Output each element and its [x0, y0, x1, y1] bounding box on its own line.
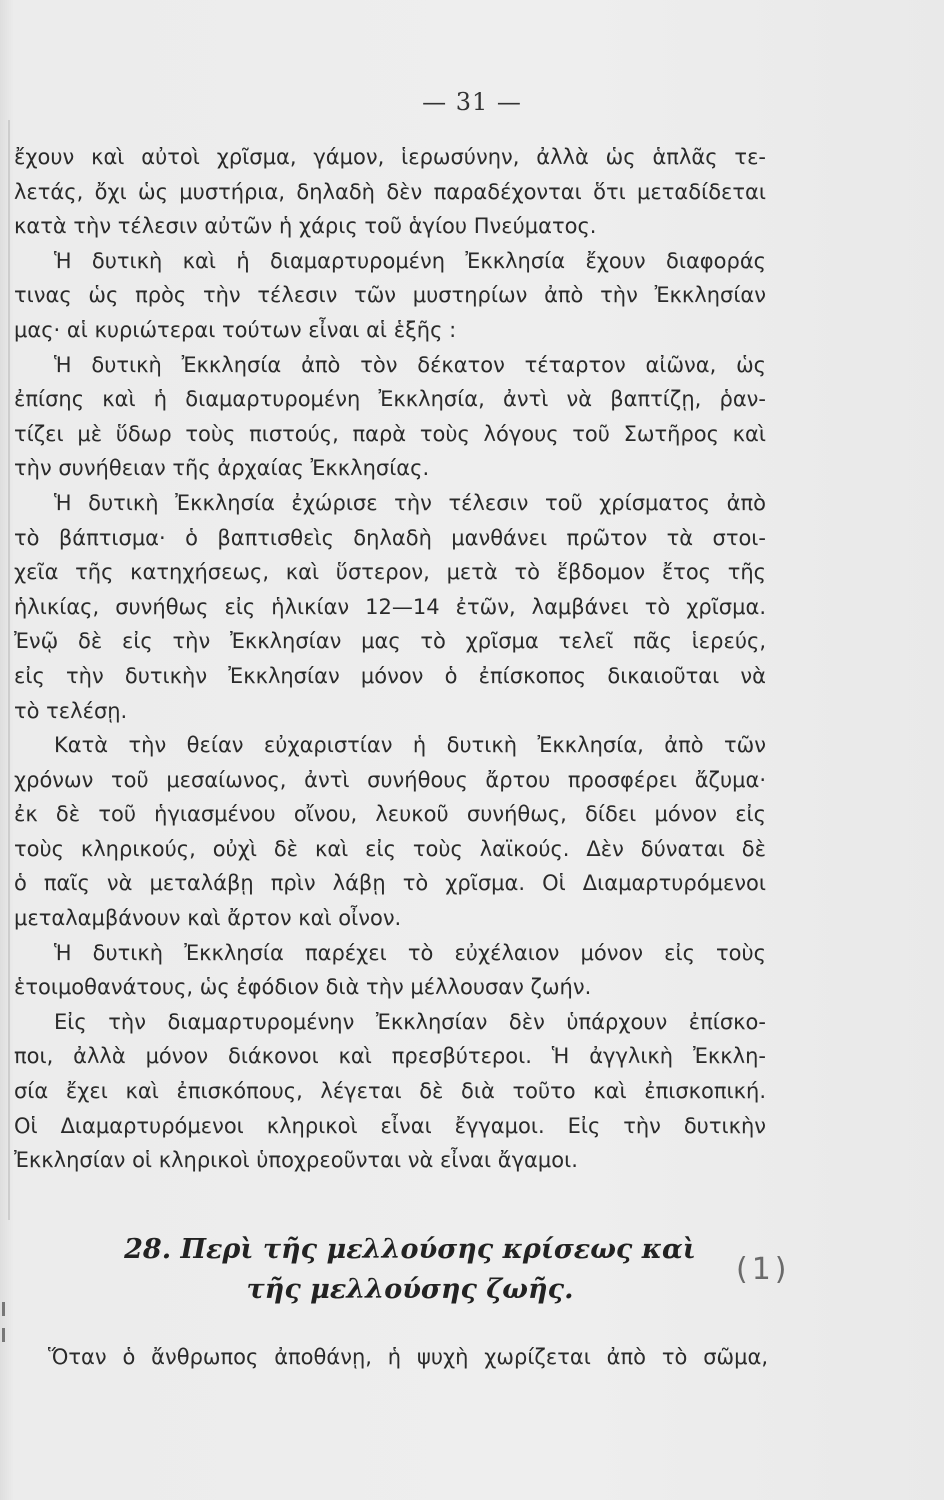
text-line: τὸ βάπτισμα· ὁ βαπτισθεὶς δηλαδὴ μανθάνει πρῶτον τὰ στοι-	[14, 525, 766, 550]
binding-gutter	[8, 120, 10, 1220]
text-line: Εἰς τὴν διαμαρτυρομένην Ἐκκλησίαν δὲν ὑπάρχουν ἐπίσκο-	[54, 1009, 766, 1034]
text-line: Ἡ δυτικὴ Ἐκκλησία ἐχώρισε τὴν τέλεσιν τοῦ χρίσματος ἀπὸ	[54, 490, 766, 515]
text-line: χεῖα τῆς κατηχήσεως, καὶ ὕστερον, μετὰ τὸ ἕβδομον ἔτος τῆς	[14, 560, 766, 585]
text-line: ὁ παῖς νὰ μεταλάβῃ πρὶν λάβῃ τὸ χρῖσμα. Οἱ Διαμαρτυρόμενοι	[14, 871, 766, 896]
section-first-line: Ὅταν ὁ ἄνθρωπος ἀποθάνῃ, ἡ ψυχὴ χωρίζεται ἀπὸ τὸ σῶμα,	[48, 1345, 768, 1369]
text-line: ποι, ἀλλὰ μόνον διάκονοι καὶ πρεσβύτεροι. Ἡ ἀγγλικὴ Ἐκκλη-	[14, 1044, 766, 1069]
text-line: Κατὰ τὴν θείαν εὐχαριστίαν ἡ δυτικὴ Ἐκκλησία, ἀπὸ τῶν	[54, 733, 766, 758]
text-line: λετάς, ὄχι ὡς μυστήρια, δηλαδὴ δὲν παραδέχονται ὅτι μεταδίδεται	[14, 179, 766, 204]
text-line: ἑτοιμοθανάτους, ὡς ἐφόδιον διὰ τὴν μέλλουσαν ζωήν.	[14, 975, 592, 1000]
text-line: Ἐνῷ δὲ εἰς τὴν Ἐκκλησίαν μας τὸ χρῖσμα τελεῖ πᾶς ἱερεύς,	[14, 629, 766, 654]
section-heading	[0, 1230, 820, 1310]
text-line: Ἡ δυτικὴ καὶ ἡ διαμαρτυρομένη Ἐκκλησία ἔχουν διαφοράς	[54, 248, 766, 273]
margin-footnote-mark: (1)	[736, 1252, 791, 1287]
text-line: ἔχουν καὶ αὐτοὶ χρῖσμα, γάμον, ἱερωσύνην, ἀλλὰ ὡς ἁπλᾶς τε-	[14, 145, 766, 169]
text-line: τοὺς κληρικούς, οὐχὶ δὲ καὶ εἰς τοὺς λαϊκούς. Δὲν δύναται δὲ	[14, 836, 766, 861]
page-number: — 31 —	[422, 88, 522, 116]
text-line: ἐκ δὲ τοῦ ἡγιασμένου οἴνου, λευκοῦ συνήθως, δίδει μόνον εἰς	[14, 802, 766, 827]
page-edge-marks	[0, 1290, 8, 1380]
text-line: ἡλικίας, συνήθως εἰς ἡλικίαν 12—14 ἐτῶν, λαμβάνει τὸ χρῖσμα.	[14, 594, 766, 619]
text-line: Ἡ δυτικὴ Ἐκκλησία ἀπὸ τὸν δέκατον τέταρτον αἰῶνα, ὡς	[54, 352, 766, 377]
text-line: τὸ τελέσῃ.	[14, 698, 128, 723]
text-line: εἰς τὴν δυτικὴν Ἐκκλησίαν μόνον ὁ ἐπίσκοπος δικαιοῦται νὰ	[14, 663, 766, 688]
text-line: τίζει μὲ ὕδωρ τοὺς πιστούς, παρὰ τοὺς λόγους τοῦ Σωτῆρος καὶ	[14, 421, 766, 446]
text-line: μεταλαμβάνουν καὶ ἄρτον καὶ οἶνον.	[14, 906, 402, 931]
text-line: ἐπίσης καὶ ἡ διαμαρτυρομένη Ἐκκλησία, ἀντὶ νὰ βαπτίζῃ, ῥαν-	[14, 387, 766, 412]
text-line: σία ἔχει καὶ ἐπισκόπους, λέγεται δὲ διὰ τοῦτο καὶ ἐπισκοπική.	[14, 1079, 766, 1104]
text-line: Ἡ δυτικὴ Ἐκκλησία παρέχει τὸ εὐχέλαιον μόνον εἰς τοὺς	[54, 940, 766, 965]
text-line: κατὰ τὴν τέλεσιν αὐτῶν ἡ χάρις τοῦ ἁγίου Πνεύματος.	[14, 214, 597, 239]
section-heading-line-2: τῆς μελλούσης ζωῆς.	[246, 1274, 574, 1305]
section-heading-line-1: 28. Περὶ τῆς μελλούσης κρίσεως καὶ	[124, 1234, 696, 1265]
text-line: τὴν συνήθειαν τῆς ἀρχαίας Ἐκκλησίας.	[14, 456, 430, 481]
edge-mark	[2, 1328, 5, 1342]
text-line: μας· αἱ κυριώτεραι τούτων εἶναι αἱ ἑξῆς :	[14, 317, 457, 342]
edge-mark	[2, 1302, 5, 1316]
text-line: χρόνων τοῦ μεσαίωνος, ἀντὶ συνήθους ἄρτου προσφέρει ἄζυμα·	[14, 767, 766, 792]
text-line: Ἐκκλησίαν οἱ κληρικοὶ ὑποχρεοῦνται νὰ εἶναι ἄγαμοι.	[14, 1148, 578, 1173]
body-text	[14, 140, 766, 1178]
text-line: Οἱ Διαμαρτυρόμενοι κληρικοὶ εἶναι ἔγγαμοι. Εἰς τὴν δυτικὴν	[14, 1113, 766, 1138]
text-line: τινας ὡς πρὸς τὴν τέλεσιν τῶν μυστηρίων ἀπὸ τὴν Ἐκκλησίαν	[14, 283, 766, 308]
